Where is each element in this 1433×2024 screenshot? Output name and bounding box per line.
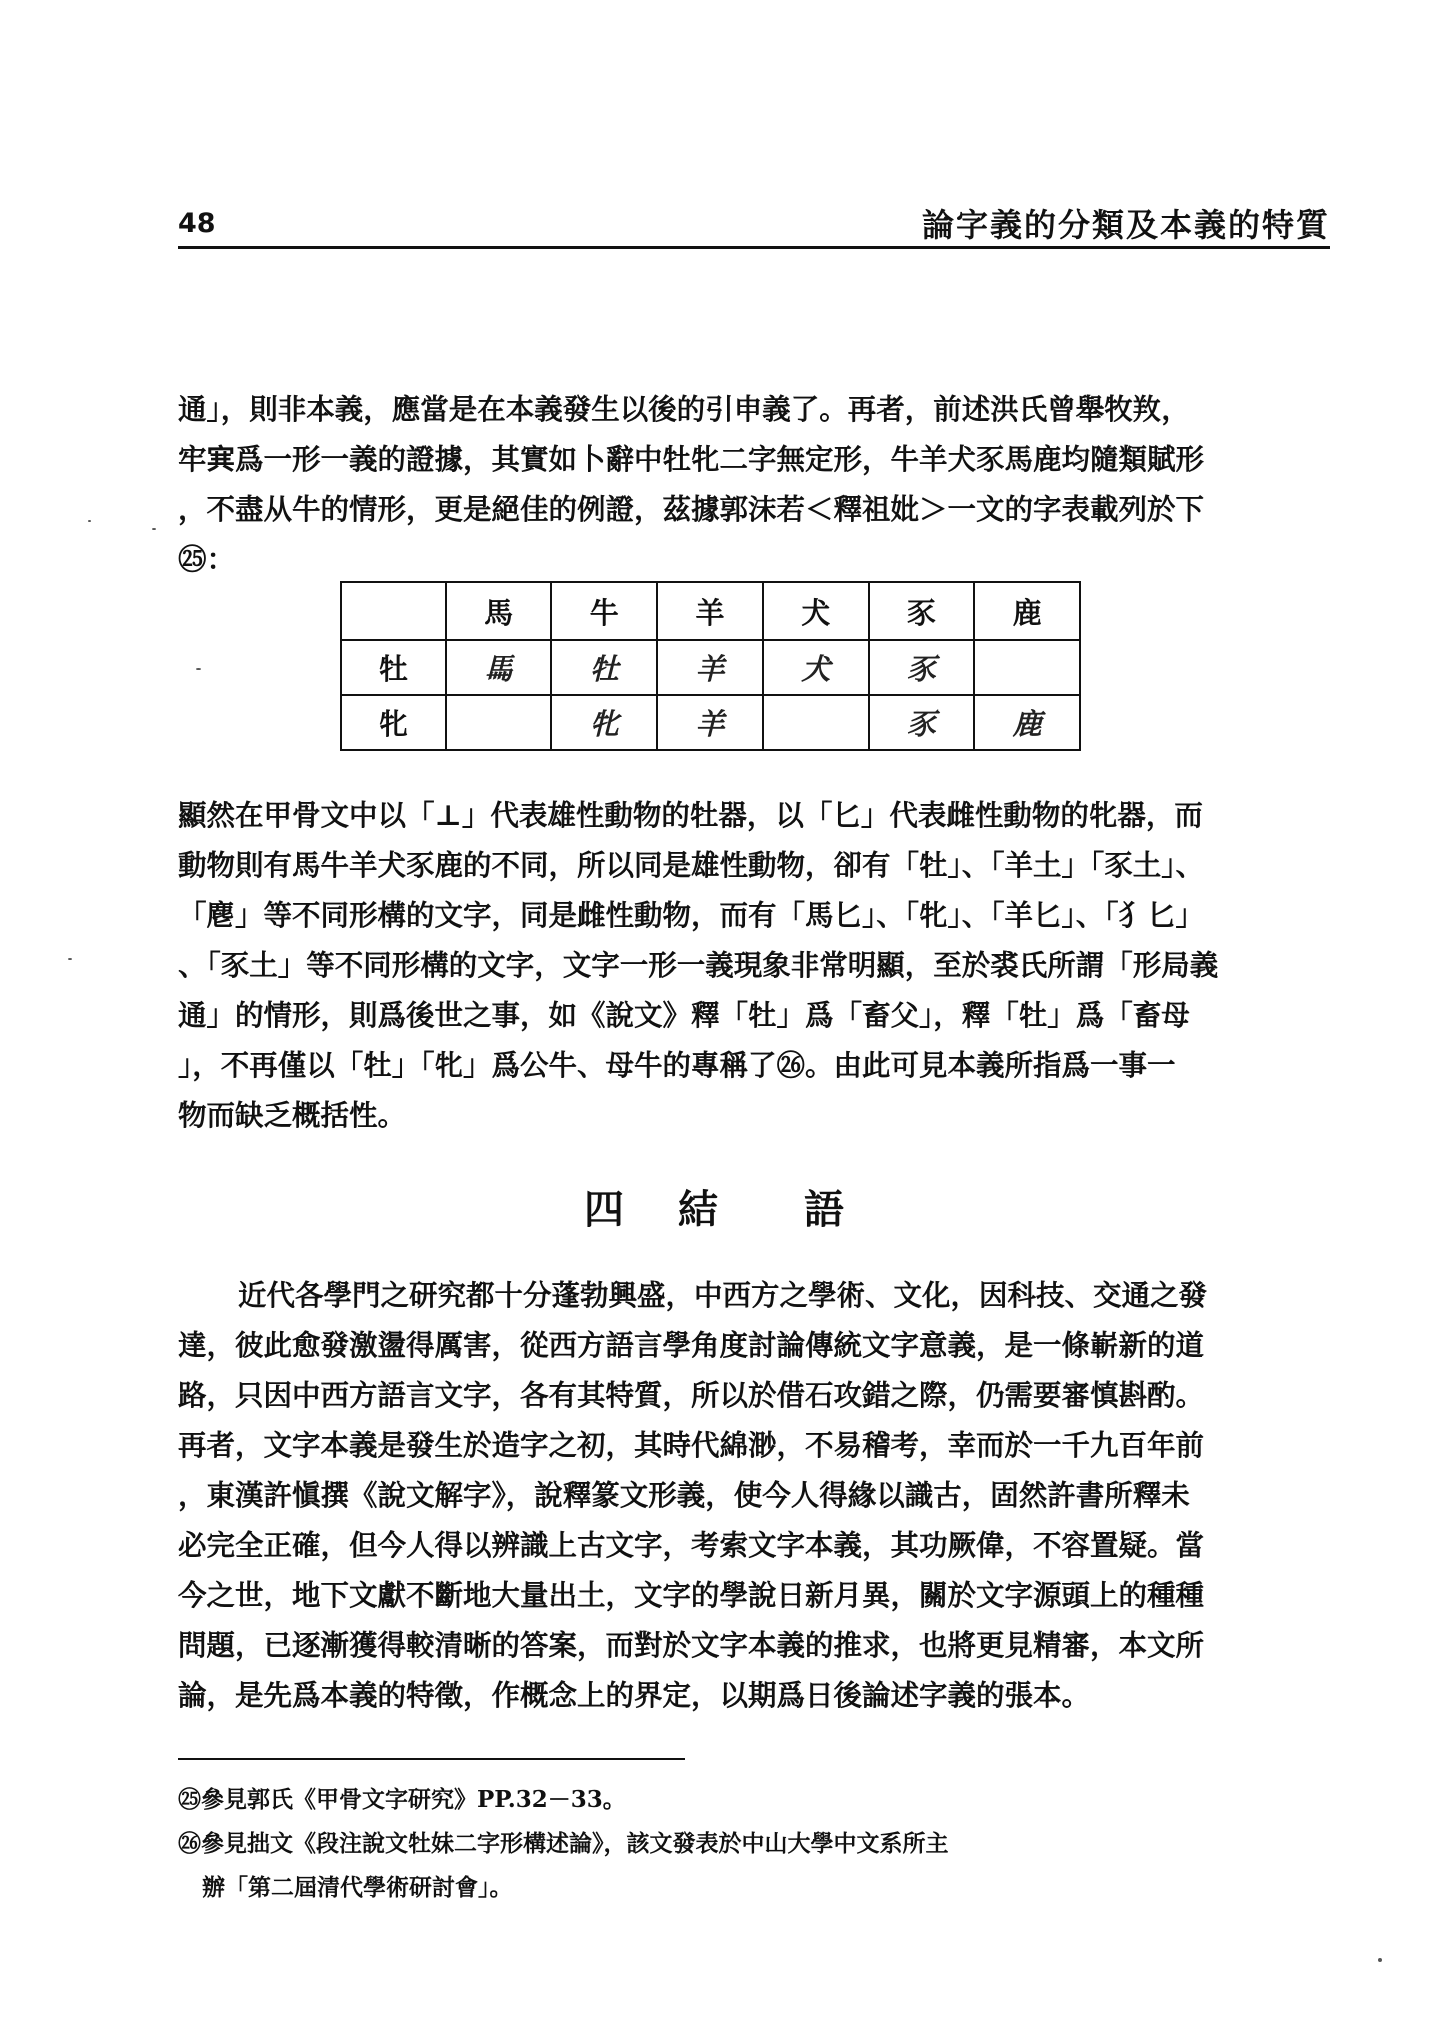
section-heading	[584, 1178, 898, 1235]
scan-speck	[152, 528, 156, 530]
table-header-row	[341, 582, 1080, 640]
scan-speck	[88, 520, 91, 522]
text-line: 」，不再僅以「牡」「牝」爲公牛、母牛的專稱了㉖。由此可見本義所指爲一事一	[178, 1048, 1176, 1082]
glyph-cell: 豕	[869, 640, 975, 695]
text-line: 、「豕土」等不同形構的文字，文字一形一義現象非常明顯，至於裘氏所謂「形局義	[178, 948, 1219, 982]
glyph-cell: 𩡧	[446, 640, 552, 695]
heading-char: 語	[804, 1186, 844, 1233]
text-line: 再者，文字本義是發生於造字之初，其時代綿渺，不易稽考，幸而於一千九百年前	[178, 1428, 1205, 1462]
paragraph-2	[178, 790, 1258, 1140]
glyph-cell	[974, 640, 1080, 695]
table-row	[341, 695, 1080, 750]
text-line: 通」的情形，則爲後世之事，如《說文》釋「牡」爲「畜父」，釋「牡」爲「畜母	[178, 998, 1190, 1032]
text-line: 動物則有馬牛羊犬豕鹿的不同，所以同是雄性動物，卻有「牡」、「羊土」「豕土」、	[178, 848, 1205, 882]
glyph-cell: 牡	[551, 640, 657, 695]
text-line: 問題，已逐漸獲得較清晰的答案，而對於文字本義的推求，也將更見精審，本文所	[178, 1628, 1205, 1662]
text-line: ㉕：	[178, 542, 236, 576]
text-line: 物而缺乏概括性。	[178, 1098, 407, 1132]
footnote-26: ㉖參見拙文《段注說文牡妹二字形構述論》，該文發表於中山大學中文系所主	[178, 1830, 949, 1857]
text-line: 論，是先爲本義的特徵，作概念上的界定，以期爲日後論述字義的張本。	[178, 1678, 1091, 1712]
footnote-26-continued: 辦「第二屆清代學術研討會」。	[202, 1874, 513, 1901]
column-header: 羊	[657, 582, 763, 640]
text-line: 通」，則非本義，應當是在本義發生以後的引申義了。再者，前述洪氏曾舉牧䍩，	[178, 392, 1190, 426]
text-line: 牢𡨄爲一形一義的證據，其實如卜辭中牡牝二字無定形，牛羊犬豕馬鹿均隨類賦形	[178, 442, 1205, 476]
column-header: 豕	[869, 582, 975, 640]
scan-speck	[196, 668, 201, 670]
heading-char: 四	[584, 1186, 624, 1233]
row-label: 牡	[341, 640, 446, 695]
text-line: 路，只因中西方語言文字，各有其特質，所以於借石攻錯之際，仍需要審慎斟酌。	[178, 1378, 1205, 1412]
glyph-cell	[763, 695, 869, 750]
text-line: ，不盡从牛的情形，更是絕佳的例證，茲據郭沫若＜釋祖妣＞一文的字表載列於下	[178, 492, 1205, 526]
glyph-cell: 羊	[657, 695, 763, 750]
paragraph-1	[178, 384, 1258, 584]
column-header: 犬	[763, 582, 869, 640]
table-corner-cell	[341, 582, 446, 640]
heading-char: 結	[678, 1186, 718, 1233]
running-title: 論字義的分類及本義的特質	[922, 206, 1331, 244]
glyph-cell: 羊	[657, 640, 763, 695]
row-label: 牝	[341, 695, 446, 750]
glyph-cell	[446, 695, 552, 750]
footnotes	[178, 1778, 1258, 1910]
column-header: 鹿	[974, 582, 1080, 640]
text-line: ，東漢許愼撰《說文解字》，說釋篆文形義，使今人得緣以識古，固然許書所釋未	[178, 1478, 1190, 1512]
glyph-cell: 豕	[869, 695, 975, 750]
text-line: 達，彼此愈發激盪得厲害，從西方語言學角度討論傳統文字意義，是一條嶄新的道	[178, 1328, 1205, 1362]
glyph-cell: 牝	[551, 695, 657, 750]
glyph-cell: 鹿	[974, 695, 1080, 750]
column-header: 馬	[446, 582, 552, 640]
text-line: 「麀」等不同形構的文字，同是雌性動物，而有「馬匕」、「牝」、「羊匕」、「犭匕」	[178, 898, 1205, 932]
oracle-bone-form-table	[340, 581, 1081, 751]
header-rule	[178, 246, 1330, 249]
column-header: 牛	[551, 582, 657, 640]
text-line: 必完全正確，但今人得以辨識上古文字，考索文字本義，其功厥偉，不容置疑。當	[178, 1528, 1205, 1562]
glyph-cell: 犬	[763, 640, 869, 695]
footnote-rule	[178, 1758, 685, 1760]
text-line: 近代各學門之研究都十分蓬勃興盛，中西方之學術、文化，因科技、交通之發	[238, 1278, 1208, 1312]
paragraph-3	[178, 1270, 1258, 1720]
table-row	[341, 640, 1080, 695]
text-line: 今之世，地下文獻不斷地大量出土，文字的學說日新月異，關於文字源頭上的種種	[178, 1578, 1205, 1612]
footnote-25: ㉕參見郭氏《甲骨文字研究》PP.32－33。	[178, 1786, 626, 1813]
page-number: 48	[178, 208, 216, 239]
scan-speck	[68, 958, 72, 960]
scan-speck	[1378, 1958, 1382, 1962]
text-line: 顯然在甲骨文中以「⊥」代表雄性動物的牡器，以「匕」代表雌性動物的牝器，而	[178, 798, 1203, 832]
